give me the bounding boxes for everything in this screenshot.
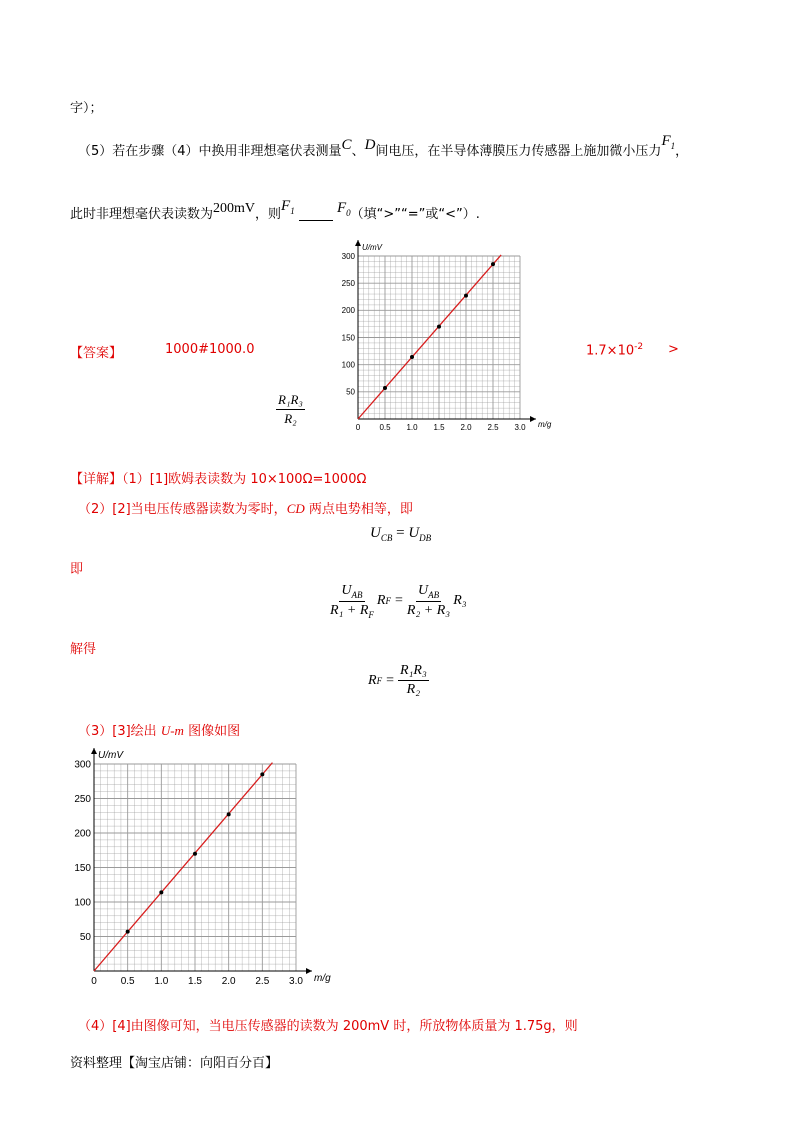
eq2-den2: R₂ + R₃ xyxy=(406,603,451,619)
footer-text: 资料整理【淘宝店铺：向阳百分百】 xyxy=(70,1056,279,1071)
eq3-den: R₂ xyxy=(406,682,421,697)
eq1-left: U xyxy=(370,525,381,541)
force-f1-b xyxy=(281,198,295,214)
x-tick-label: 1.5 xyxy=(188,976,202,987)
detail-line-3b: 图像如图 xyxy=(183,724,241,739)
q5-text-2: 间电压，在半导体薄膜压力传感器上施加微小压力 xyxy=(375,144,662,159)
eq3-left-sub: F xyxy=(376,675,383,686)
force-f0-sub: 0 xyxy=(346,208,351,218)
equation-1 xyxy=(370,525,431,543)
x-axis-arrow xyxy=(306,968,312,974)
x-tick-label: 0 xyxy=(355,423,361,432)
force-f1 xyxy=(661,133,675,149)
data-point xyxy=(260,772,264,776)
detail-line-3 xyxy=(78,720,240,739)
y-tick-label: 50 xyxy=(79,932,91,943)
y-tick-label: 250 xyxy=(74,794,91,805)
x-axis-label: m/g xyxy=(538,420,552,429)
y-axis-label: U/mV xyxy=(98,750,123,761)
force-f0-symbol: F xyxy=(336,200,347,216)
data-point xyxy=(159,890,163,894)
eq2-r3: R₃ xyxy=(453,593,467,609)
grid xyxy=(94,764,296,971)
x-tick-label: 0 xyxy=(91,976,97,987)
y-tick-label: 150 xyxy=(74,863,91,874)
y-tick-label: 150 xyxy=(341,333,355,343)
data-point xyxy=(383,386,387,390)
equation-3 xyxy=(368,663,429,698)
small-chart xyxy=(330,240,560,435)
y-tick-label: 200 xyxy=(341,306,355,316)
q5-comma: ， xyxy=(675,144,689,159)
eq1-right-sub: DB xyxy=(419,533,432,543)
eq2-u2: U xyxy=(417,583,429,599)
point-d: D xyxy=(364,137,376,153)
eq2-ab1: AB xyxy=(351,589,363,600)
y-tick-label: 100 xyxy=(341,360,355,370)
text-jiede: 解得 xyxy=(70,642,97,657)
eq1-right: U xyxy=(408,525,420,541)
q5-text-4: ，则 xyxy=(255,207,282,222)
eq2-rf: R xyxy=(376,593,386,609)
y-axis-arrow xyxy=(91,748,97,754)
y-tick-label: 50 xyxy=(346,387,355,397)
answer-fraction-num: R₁R₃ xyxy=(276,392,305,410)
answer-label: 【答案】 xyxy=(70,346,123,361)
eq1-equals: = xyxy=(392,525,409,541)
grid xyxy=(358,256,520,419)
x-tick-label: 3.0 xyxy=(289,976,303,987)
equation-2 xyxy=(330,583,467,620)
force-f1-b-sub: 1 xyxy=(290,206,295,216)
detail-line-2 xyxy=(78,498,413,517)
answer-1: 1000#1000.0 xyxy=(165,342,255,357)
answer-fraction-den: R₂ xyxy=(284,411,297,426)
data-point xyxy=(227,812,231,816)
question-5-line-1 xyxy=(78,133,689,161)
x-tick-label: 2.5 xyxy=(487,423,499,432)
reading-value: 200mV xyxy=(213,201,256,216)
eq1-left-sub: CB xyxy=(380,533,393,543)
detail-line-2b: 两点电势相等，即 xyxy=(304,502,413,517)
x-tick-label: 0.5 xyxy=(120,976,135,987)
data-point xyxy=(410,355,414,359)
answer-blank[interactable] xyxy=(299,208,333,221)
eq2-rf-sub: F xyxy=(385,596,391,607)
y-tick-label: 250 xyxy=(341,278,355,288)
detail-um: U-m xyxy=(160,723,184,738)
answer-2-exp: -2 xyxy=(634,342,644,352)
x-axis-label: m/g xyxy=(314,973,331,984)
text-ji: 即 xyxy=(70,562,84,577)
eq2-equals: = xyxy=(394,593,403,609)
eq3-equals: = xyxy=(386,672,394,688)
data-point xyxy=(193,852,197,856)
detail-line-4: （4）[4]由图像可知，当电压传感器的读数为 200mV 时，所放物体质量为 1.75g，则 xyxy=(78,1019,578,1034)
x-tick-label: 2.0 xyxy=(460,423,472,432)
data-point xyxy=(126,930,130,934)
x-tick-label: 1.5 xyxy=(433,423,445,432)
detail-line-1: 【详解】（1）[1]欧姆表读数为 10×100Ω=1000Ω xyxy=(70,472,367,487)
detail-line-2a: （2）[2]当电压传感器读数为零时， xyxy=(78,502,287,517)
y-tick-label: 300 xyxy=(74,759,91,771)
data-point xyxy=(491,262,495,266)
q5-text-1: （5）若在步骤（4）中换用非理想毫伏表测量 xyxy=(78,144,342,159)
eq2-den1-sub: F xyxy=(368,609,374,620)
force-f1-b-symbol: F xyxy=(281,198,291,214)
force-f1-sub: 1 xyxy=(670,141,676,151)
answer-fraction xyxy=(276,392,305,427)
force-f1-symbol: F xyxy=(661,133,671,149)
point-c: C xyxy=(341,137,352,153)
eq2-u1: U xyxy=(341,583,352,598)
x-tick-label: 3.0 xyxy=(514,423,526,432)
question-5-line-2 xyxy=(70,198,480,224)
x-tick-label: 2.5 xyxy=(255,976,270,987)
q5-text-3: 此时非理想毫伏表读数为 xyxy=(70,207,214,222)
data-point xyxy=(464,294,468,298)
eq2-den1: R₁ + R xyxy=(330,602,369,618)
x-tick-label: 2.0 xyxy=(221,976,236,987)
y-tick-label: 100 xyxy=(74,897,91,909)
eq2-ab2: AB xyxy=(428,590,440,601)
x-tick-label: 1.0 xyxy=(406,423,418,432)
q5-text-5: （填“>”“=”或“<”）. xyxy=(350,207,480,222)
y-axis-arrow xyxy=(355,240,361,246)
x-axis-arrow xyxy=(530,416,536,422)
data-point xyxy=(437,325,441,329)
y-tick-label: 200 xyxy=(74,828,91,840)
detail-line-3a: （3）[3]绘出 xyxy=(78,724,161,739)
eq3-num: R₁R₃ xyxy=(398,663,429,681)
q5-sep: 、 xyxy=(351,144,365,159)
answer-2 xyxy=(586,342,643,358)
x-tick-label: 1.0 xyxy=(154,976,169,987)
answer-2-base: 1.7×10 xyxy=(586,343,635,359)
x-tick-label: 0.5 xyxy=(379,423,391,432)
force-f0 xyxy=(337,200,351,216)
detail-cd: CD xyxy=(286,501,305,516)
y-tick-label: 300 xyxy=(341,251,355,261)
answer-3: > xyxy=(668,342,679,357)
text-line-top: 字）； xyxy=(70,101,103,116)
y-axis-label: U/mV xyxy=(362,243,382,252)
large-chart xyxy=(55,740,355,987)
eq3-left: R xyxy=(368,672,377,688)
